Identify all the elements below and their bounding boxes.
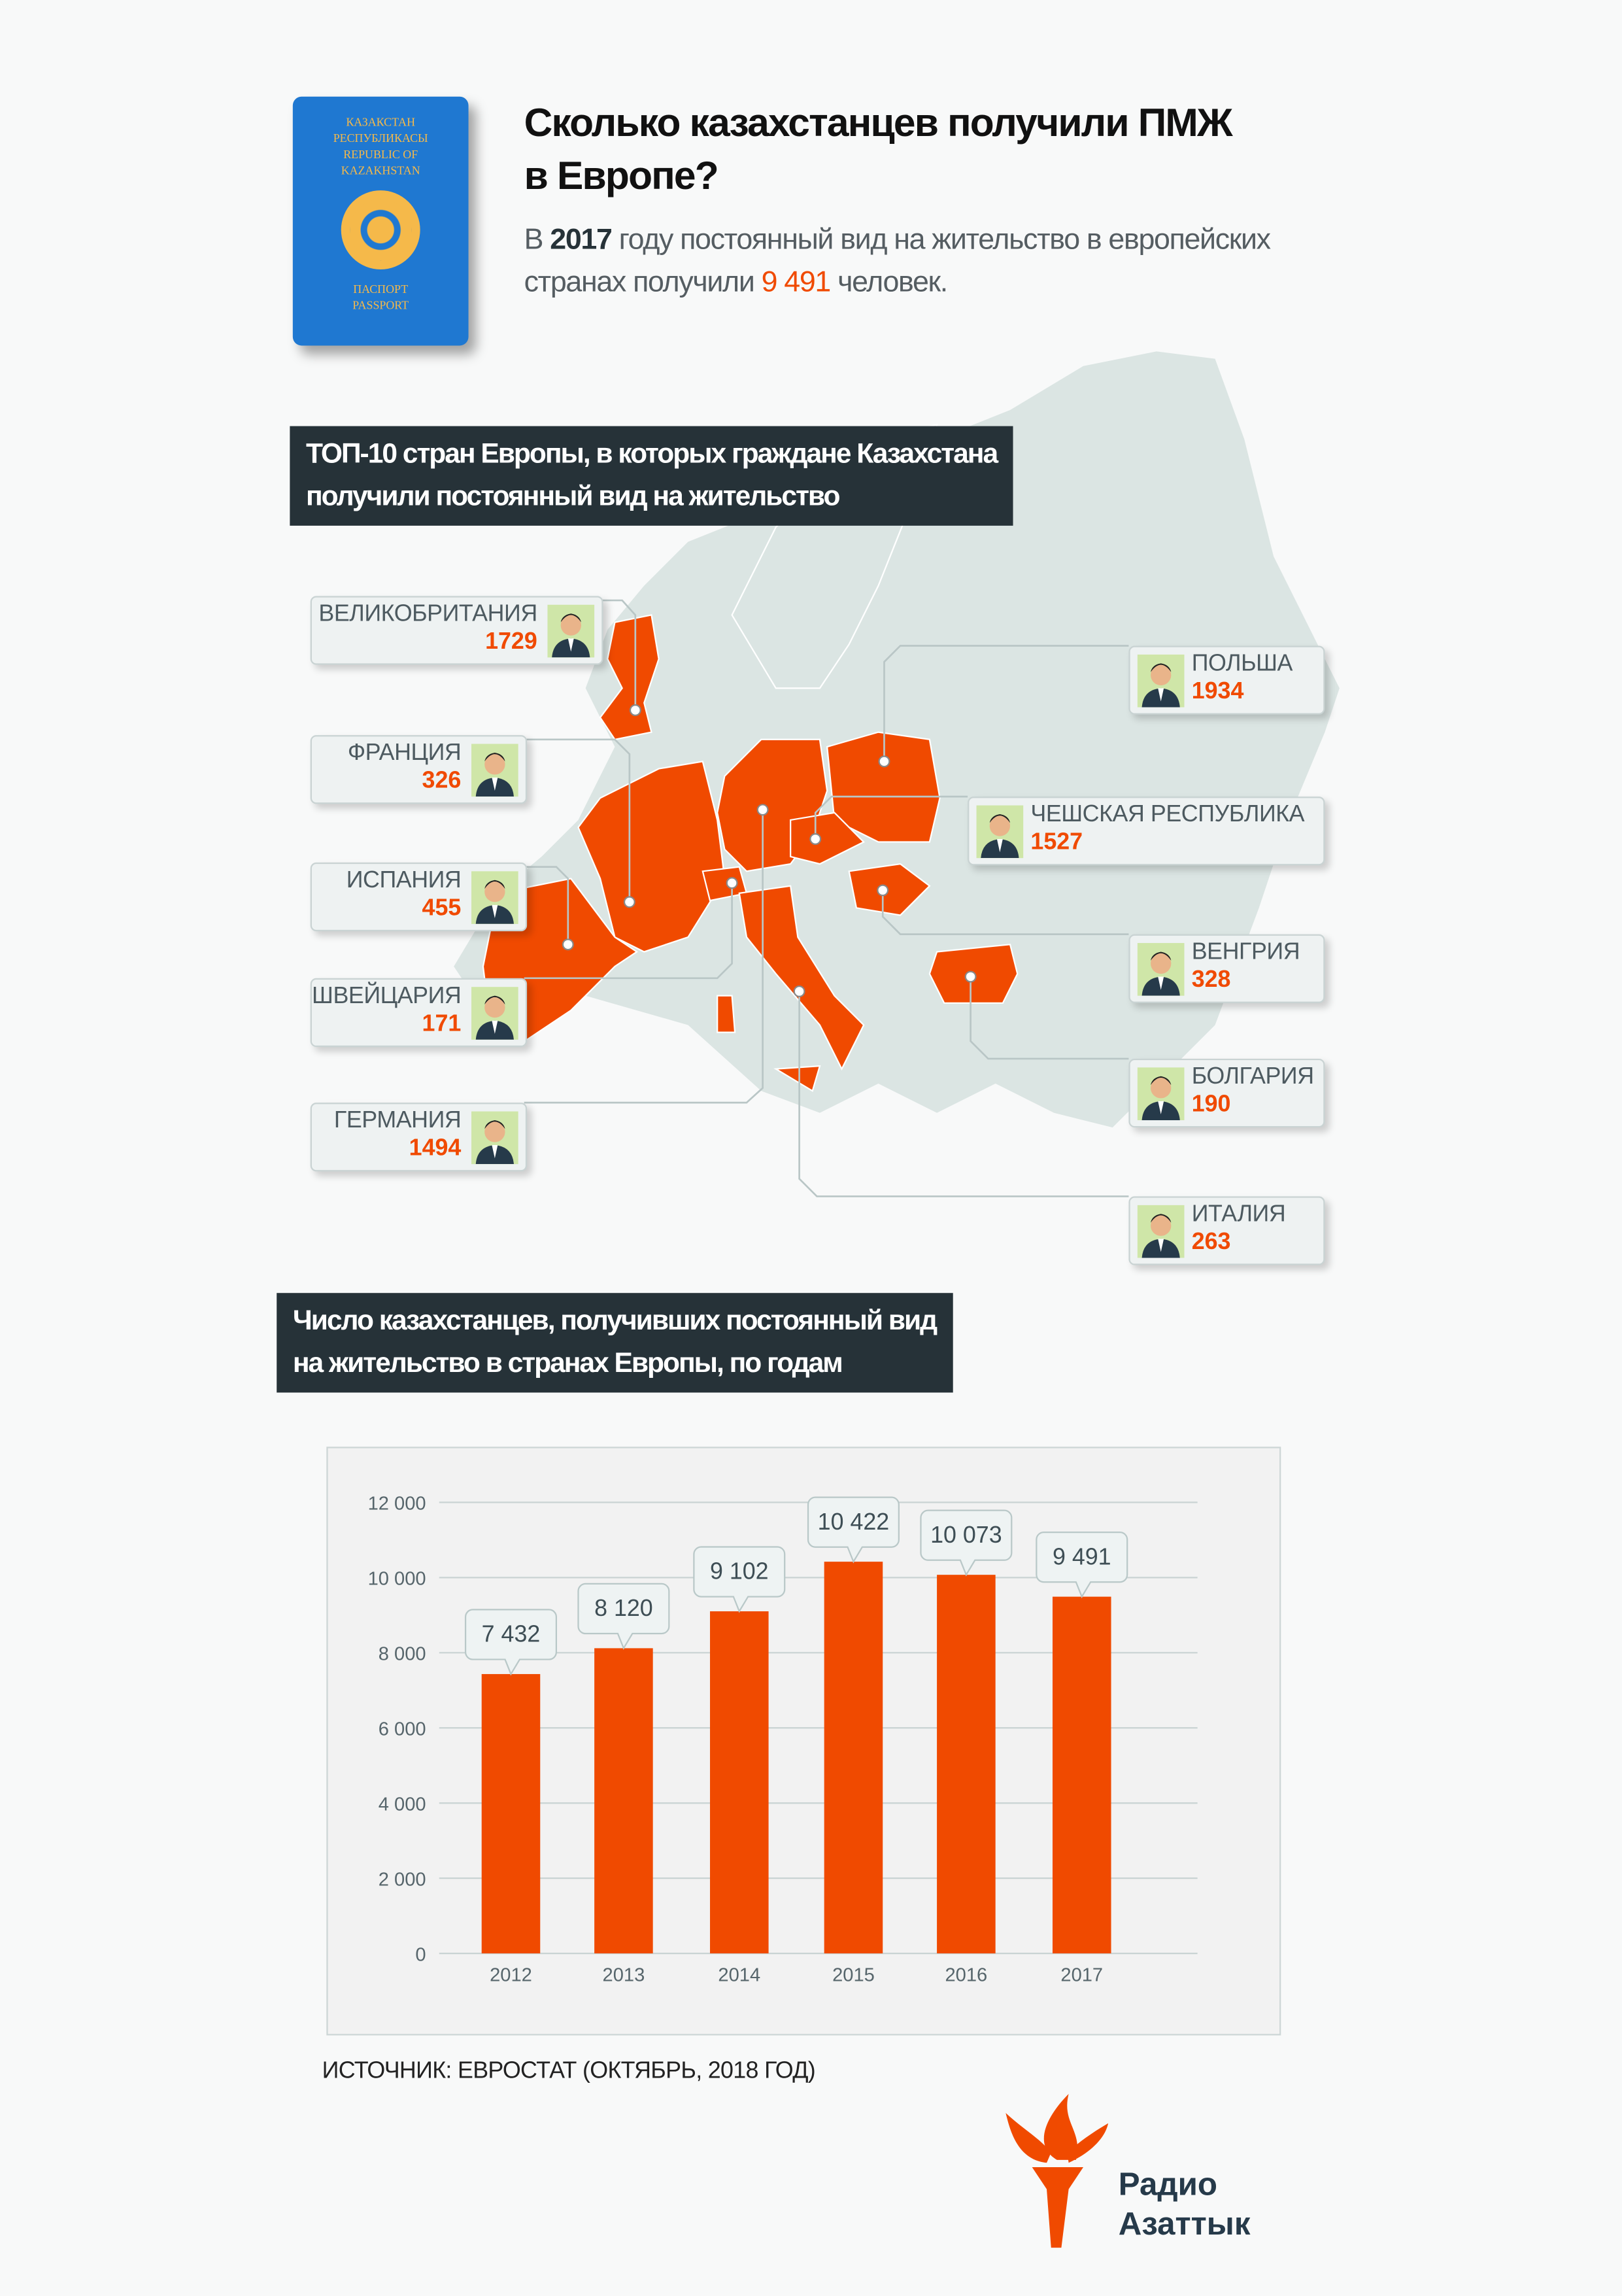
map-banner: ТОП-10 стран Европы, в которых граждане Казахстана получили постоянный вид на жительство — [290, 426, 1013, 526]
chart-banner: Число казахстанцев, получивших постоянный вид на жительство в странах Европы, по годам — [277, 1293, 953, 1392]
country-name: ВЕЛИКОБРИТАНИЯ — [318, 602, 537, 627]
passport-text: КАЗАКСТАН РЕСПУБЛИКАСЫ REPUBLIC OF KAZAKHSTAN — [333, 115, 428, 177]
country-name: БОЛГАРИЯ — [1191, 1064, 1314, 1089]
country-value: 171 — [422, 1012, 462, 1037]
y-tick-label: 4 000 — [378, 1794, 426, 1815]
x-tick-label: 2015 — [832, 1964, 875, 1986]
x-tick-label: 2017 — [1060, 1964, 1104, 1986]
country-name: ИТАЛИЯ — [1191, 1202, 1286, 1227]
bar-2014 — [710, 1611, 769, 1953]
country-name: ИСПАНИЯ — [346, 868, 462, 893]
y-tick-label: 6 000 — [378, 1719, 426, 1740]
country-value: 1527 — [1030, 830, 1083, 855]
country-value: 1934 — [1191, 679, 1244, 705]
country-value: 263 — [1191, 1229, 1231, 1255]
source-note: ИСТОЧНИК: ЕВРОСТАТ (ОКТЯБРЬ, 2018 ГОД) — [322, 2059, 816, 2084]
passport-label: ПАСПОРТ PASSPORT — [352, 283, 409, 312]
bar-2016 — [937, 1575, 996, 1953]
country-value: 326 — [422, 768, 462, 794]
country-name: ВЕНГРИЯ — [1191, 940, 1300, 965]
y-tick-label: 0 — [415, 1944, 426, 1966]
data-label: 9 102 — [709, 1558, 769, 1585]
y-tick-label: 2 000 — [378, 1869, 426, 1891]
y-tick-label: 10 000 — [367, 1568, 426, 1590]
bar-2015 — [824, 1562, 883, 1953]
country-value: 190 — [1191, 1092, 1231, 1118]
data-label: 8 120 — [594, 1595, 653, 1622]
bar-2013 — [594, 1648, 653, 1953]
country-name: ШВЕЙЦАРИЯ — [312, 984, 462, 1009]
bar-2012 — [482, 1674, 541, 1953]
country-value: 328 — [1191, 968, 1231, 993]
country-name: ЧЕШСКАЯ РЕСПУБЛИКА — [1030, 802, 1305, 828]
data-label: 10 422 — [817, 1508, 890, 1535]
data-label: 9 491 — [1052, 1543, 1111, 1570]
x-tick-label: 2014 — [718, 1964, 761, 1986]
data-label: 10 073 — [930, 1521, 1002, 1548]
page-title: Сколько казахстанцев получили ПМЖ в Европе? — [524, 101, 1232, 198]
x-tick-label: 2012 — [490, 1964, 532, 1986]
country-value: 1494 — [409, 1136, 462, 1161]
x-tick-label: 2016 — [945, 1964, 988, 1986]
country-name: ПОЛЬША — [1191, 651, 1293, 677]
country-value: 455 — [422, 896, 462, 921]
bar-2017 — [1053, 1597, 1111, 1953]
y-tick-label: 8 000 — [378, 1643, 426, 1665]
data-label: 7 432 — [481, 1620, 541, 1647]
country-name: ГЕРМАНИЯ — [333, 1108, 462, 1134]
torch-logo-icon — [1003, 2087, 1113, 2251]
country-name: ФРАНЦИЯ — [347, 741, 462, 766]
country-value: 1729 — [485, 629, 537, 655]
x-tick-label: 2013 — [602, 1964, 645, 1986]
logo-text: Радио Азаттык — [1118, 2165, 1251, 2242]
lead-text: В 2017 году постоянный вид на жительство в европейских странах получили 9 491 человек. — [524, 224, 1270, 299]
y-tick-label: 12 000 — [367, 1493, 426, 1515]
